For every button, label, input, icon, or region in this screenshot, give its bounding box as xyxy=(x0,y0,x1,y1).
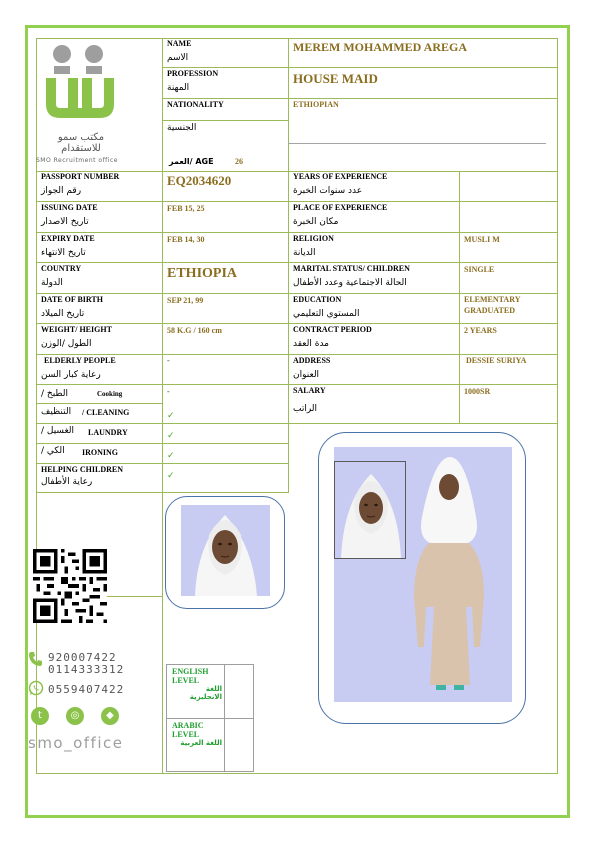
laundry-check: ✓ xyxy=(167,431,175,441)
nationality-label: NATIONALITY xyxy=(167,100,224,109)
experience-years-label-ar: عدد سنوات الخبرة xyxy=(293,186,363,196)
company-logo xyxy=(40,42,120,122)
grid-line xyxy=(162,120,288,121)
social-handle[interactable]: smo_office xyxy=(28,734,124,752)
religion-value: MUSLI M xyxy=(464,235,500,244)
grid-line xyxy=(166,664,253,665)
helping-children-label: HELPING CHILDREN xyxy=(41,465,124,474)
grid-line xyxy=(36,323,558,324)
issuing-date-label-ar: تاريخ الاصدار xyxy=(41,217,89,227)
expiry-date-label: EXPIRY DATE xyxy=(41,234,95,243)
grid-line xyxy=(166,718,253,719)
laundry-label-ar: الغسيل / xyxy=(41,426,75,436)
age-label: العمر/ AGE xyxy=(169,157,214,166)
snapchat-icon[interactable]: ◆ xyxy=(101,707,119,725)
weight-height-label: WEIGHT/ HEIGHT xyxy=(41,325,112,334)
elderly-care-value: - xyxy=(167,356,170,365)
helping-children-label-ar: رعاية الأطفال xyxy=(41,477,93,487)
arabic-level-label xyxy=(172,721,222,747)
grid-line xyxy=(166,771,253,772)
grid-line xyxy=(288,143,546,144)
elderly-care-label: ELDERLY PEOPLE xyxy=(44,356,116,365)
education-label-ar: المستوي التعليمي xyxy=(293,309,360,319)
address-label-ar: العنوان xyxy=(293,370,320,380)
grid-line xyxy=(36,262,558,263)
english-level-label xyxy=(172,667,222,701)
grid-line xyxy=(36,463,288,464)
grid-line xyxy=(36,38,558,39)
grid-line xyxy=(224,664,225,772)
address-label: ADDRESS xyxy=(293,356,331,365)
expiry-date-value: FEB 14, 30 xyxy=(167,235,205,244)
grid-line xyxy=(36,293,558,294)
grid-line xyxy=(459,171,460,423)
english-level-label-ar: اللغة الانجليزية xyxy=(189,685,222,702)
dob-label: DATE OF BIRTH xyxy=(41,295,103,304)
country-label-ar: الدولة xyxy=(41,278,63,288)
passport-label: PASSPORT NUMBER xyxy=(41,172,120,181)
grid-line xyxy=(36,232,558,233)
cleaning-check: ✓ xyxy=(167,411,175,421)
education-label: EDUCATION xyxy=(293,295,342,304)
salary-value: 1000SR xyxy=(464,387,491,396)
profession-label-ar: المهنة xyxy=(167,83,190,93)
inset-portrait xyxy=(334,461,406,559)
full-body-photo xyxy=(334,447,512,702)
marital-status-value: SINGLE xyxy=(464,265,495,274)
elderly-care-label-ar: رعاية كبار السن xyxy=(41,370,101,380)
marital-status-label-ar: الحالة الاجتماعية وعدد الأطفال xyxy=(293,278,407,288)
marital-status-label: MARITAL STATUS/ CHILDREN xyxy=(293,264,410,273)
weight-height-value: 58 K.G / 160 cm xyxy=(167,326,222,335)
phone-number-3[interactable]: 0559407422 xyxy=(48,683,125,696)
arabic-level-label-en: ARABIC LEVEL xyxy=(172,721,204,740)
passport-label-ar: رقم الجواز xyxy=(41,186,82,196)
whatsapp-icon xyxy=(28,680,44,696)
phone-number-2[interactable]: 0114333312 xyxy=(48,663,125,676)
religion-label-ar: الديانة xyxy=(293,248,316,258)
name-label: NAME xyxy=(167,39,192,48)
contract-period-value: 2 YEARS xyxy=(464,326,497,335)
grid-line xyxy=(557,423,558,774)
grid-line xyxy=(36,384,558,385)
nationality-value: ETHIOPIAN xyxy=(293,100,339,109)
cleaning-label-ar: التنظيف xyxy=(41,407,72,417)
grid-line xyxy=(162,98,558,99)
grid-line xyxy=(253,664,254,772)
education-value-2: GRADUATED xyxy=(464,306,515,315)
grid-line xyxy=(288,423,289,493)
qr-code-icon xyxy=(28,549,112,623)
phone-icon xyxy=(28,651,44,667)
ironing-check: ✓ xyxy=(167,451,175,461)
religion-label: RELIGION xyxy=(293,234,334,243)
grid-line xyxy=(162,67,558,68)
grid-line xyxy=(288,38,289,423)
grid-line xyxy=(36,443,288,444)
issuing-date-value: FEB 15, 25 xyxy=(167,204,205,213)
cooking-value: - xyxy=(167,387,170,396)
logo-english-text: SMO Recruitment office xyxy=(36,157,118,164)
experience-place-label: PLACE OF EXPERIENCE xyxy=(293,203,388,212)
ironing-label-ar: الكي / xyxy=(41,446,65,456)
dob-label-ar: تاريخ الميلاد xyxy=(41,309,85,319)
expiry-date-label-ar: تاريخ الانتهاء xyxy=(41,248,86,258)
grid-line xyxy=(557,38,558,423)
experience-years-label: YEARS OF EXPERIENCE xyxy=(293,172,388,181)
english-level-label-en: ENGLISH LEVEL xyxy=(172,667,209,686)
grid-line xyxy=(36,423,558,424)
country-label: COUNTRY xyxy=(41,264,82,273)
contract-period-label: CONTRACT PERIOD xyxy=(293,325,372,334)
country-value: ETHIOPIA xyxy=(167,266,238,281)
issuing-date-label: ISSUING DATE xyxy=(41,203,98,212)
laundry-label: LAUNDRY xyxy=(88,428,128,437)
cooking-label: Cooking xyxy=(97,390,123,398)
contract-period-label-ar: مدة العقد xyxy=(293,339,329,349)
name-value: MEREM MOHAMMED AREGA xyxy=(293,40,467,54)
cleaning-label: / CLEANING xyxy=(82,408,130,417)
nationality-label-ar: الجنسية xyxy=(167,123,197,133)
twitter-icon[interactable]: t xyxy=(31,707,49,725)
age-value: 26 xyxy=(235,157,243,166)
grid-line xyxy=(166,664,167,772)
experience-place-label-ar: مكان الخبرة xyxy=(293,217,339,227)
logo-arabic-text: مكتب سمو للاستقدام xyxy=(57,132,105,154)
salary-label: SALARY xyxy=(293,386,326,395)
ironing-label: IRONING xyxy=(82,448,119,457)
grid-line xyxy=(36,773,558,774)
grid-line xyxy=(36,492,288,493)
dob-value: SEP 21, 99 xyxy=(167,296,204,305)
arabic-level-label-ar: اللغة العربية xyxy=(180,739,222,748)
address-value: DESSIE SURIYA xyxy=(466,356,527,365)
cooking-label-ar: الطبخ / xyxy=(41,389,69,399)
name-label-ar: الاسم xyxy=(167,53,189,63)
salary-label-ar: الراتب xyxy=(293,404,318,414)
profession-label: PROFESSION xyxy=(167,69,219,78)
grid-line xyxy=(162,38,163,773)
grid-line xyxy=(36,354,558,355)
grid-line xyxy=(36,403,162,404)
helping-children-check: ✓ xyxy=(167,471,175,481)
grid-line xyxy=(36,201,558,202)
weight-height-label-ar: الطول /الوزن xyxy=(41,339,92,349)
instagram-icon[interactable]: ◎ xyxy=(66,707,84,725)
portrait-photo xyxy=(181,505,270,596)
profession-value: HOUSE MAID xyxy=(293,71,378,86)
education-value: ELEMENTARY xyxy=(464,295,521,304)
passport-value: EQ2034620 xyxy=(167,173,232,188)
phone-number-1[interactable]: 920007422 xyxy=(48,651,117,664)
